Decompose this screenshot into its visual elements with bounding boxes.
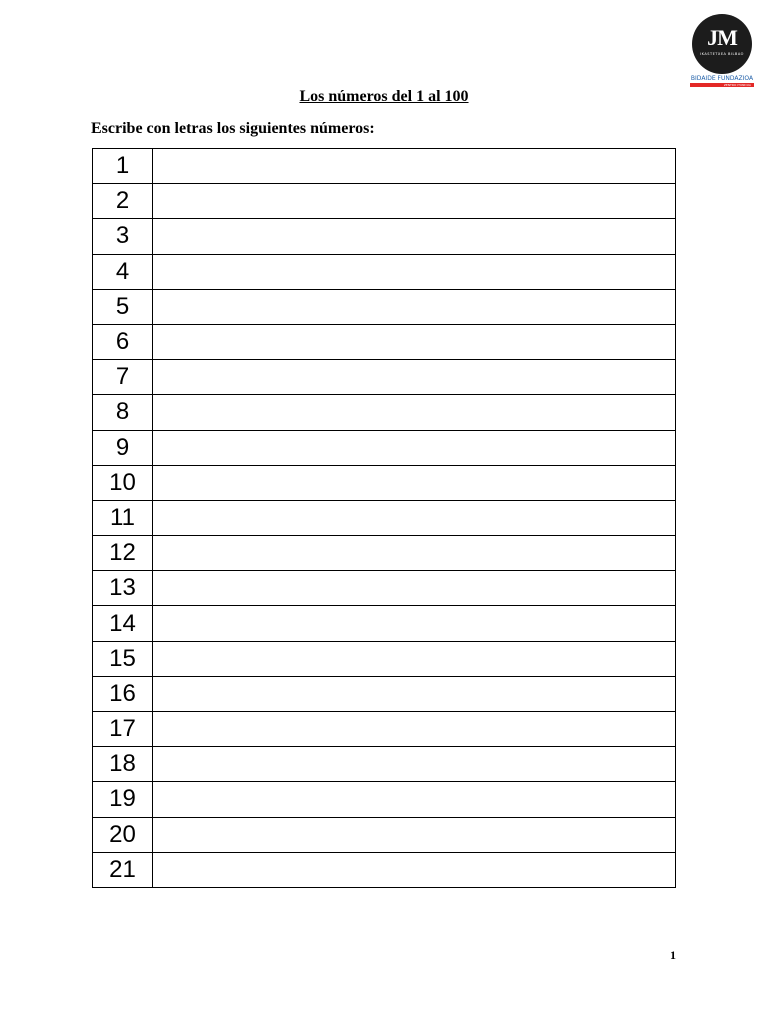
answer-cell[interactable] [153,465,676,500]
table-row [93,641,676,676]
answer-cell[interactable] [153,219,676,254]
table-row [93,817,676,852]
number-cell: 14 [93,606,153,641]
table-row [93,500,676,535]
answer-cell[interactable] [153,817,676,852]
table-row [93,149,676,184]
worksheet-instruction: Escribe con letras los siguientes números: [91,120,375,137]
table-row [93,676,676,711]
logo-badge [692,14,752,74]
table-row [93,219,676,254]
table-row [93,289,676,324]
table-row [93,254,676,289]
number-cell: 2 [93,184,153,219]
logo-mark: JM [707,25,737,50]
number-cell: 11 [93,500,153,535]
answer-cell[interactable] [153,395,676,430]
answer-cell[interactable] [153,676,676,711]
answer-cell[interactable] [153,852,676,887]
table-row [93,324,676,359]
number-cell: 13 [93,571,153,606]
answer-cell[interactable] [153,571,676,606]
number-cell: 15 [93,641,153,676]
answer-cell[interactable] [153,606,676,641]
page-number: 1 [670,948,676,962]
number-cell: 8 [93,395,153,430]
answer-cell[interactable] [153,324,676,359]
answer-cell[interactable] [153,360,676,395]
logo-tagline: ZENTRO ITUNDUA [723,83,751,87]
answer-cell[interactable] [153,641,676,676]
numbers-table [92,148,676,888]
number-cell: 4 [93,254,153,289]
logo-organization: BIDAIDE FUNDAZIOA [690,75,754,82]
number-cell: 16 [93,676,153,711]
number-cell: 19 [93,782,153,817]
number-cell: 3 [93,219,153,254]
table-row [93,184,676,219]
answer-cell[interactable] [153,712,676,747]
answer-cell[interactable] [153,289,676,324]
answer-cell[interactable] [153,184,676,219]
numbers-table-body [93,149,676,888]
number-cell: 9 [93,430,153,465]
answer-cell[interactable] [153,149,676,184]
table-row [93,360,676,395]
logo-subtext: IKASTETXEA BILBAO [700,52,744,56]
answer-cell[interactable] [153,430,676,465]
answer-cell[interactable] [153,747,676,782]
number-cell: 7 [93,360,153,395]
answer-cell[interactable] [153,254,676,289]
number-cell: 10 [93,465,153,500]
number-cell: 20 [93,817,153,852]
number-cell: 12 [93,536,153,571]
answer-cell[interactable] [153,782,676,817]
table-row [93,747,676,782]
table-row [93,852,676,887]
number-cell: 17 [93,712,153,747]
table-row [93,782,676,817]
answer-cell[interactable] [153,500,676,535]
answer-cell[interactable] [153,536,676,571]
table-row [93,606,676,641]
table-row [93,430,676,465]
table-row [93,712,676,747]
number-cell: 21 [93,852,153,887]
number-cell: 1 [93,149,153,184]
table-row [93,395,676,430]
number-cell: 18 [93,747,153,782]
table-row [93,465,676,500]
table-row [93,571,676,606]
table-row [93,536,676,571]
number-cell: 5 [93,289,153,324]
number-cell: 6 [93,324,153,359]
worksheet-title: Los números del 1 al 100 [299,88,469,105]
school-logo [690,14,754,90]
